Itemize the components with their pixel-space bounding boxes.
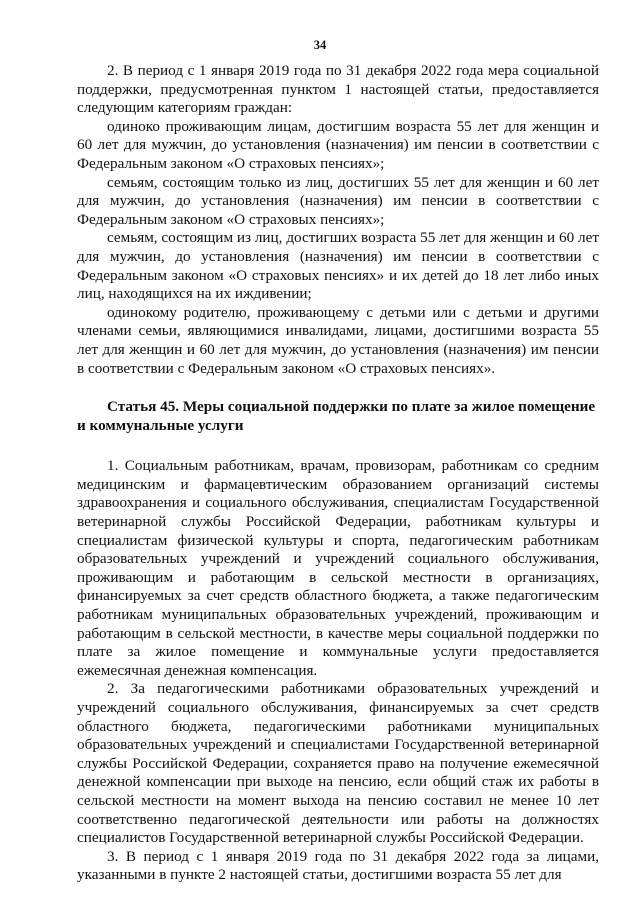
paragraph: 1. Социальным работникам, врачам, провизорам, работникам со средним медицинским и фармацевтическим образованием организаций системы здравоохранения и социального обслуживания, специалистам Государственной ветеринарной службы Российской Федерации, работникам культуры и специалистам физической культуры и спорта, педагогическим работникам образовательных учреждений и учреждений социального обслуживания, проживающим и работающим в сельской местности в организациях, финансируемых за счет средств областного бюджета, а также педагогическим работникам муниципальных образовательных учреждений, проживающим и работающим в сельской местности, в качестве меры социальной поддержки по плате за жилое помещение и коммунальные услуги предоставляется ежемесячная денежная компенсация. [77, 457, 599, 679]
document-body [77, 62, 599, 885]
page-number: 34 [313, 38, 327, 52]
paragraph: семьям, состоящим из лиц, достигших возраста 55 лет для женщин и 60 лет для мужчин, до установления (назначения) им пенсии в соответствии с Федеральным законом «О страховых пенсиях» и их детей до 18 лет либо иных лиц, находящихся на их иждивении; [77, 229, 599, 303]
article-heading: Статья 45. Меры социальной поддержки по плате за жилое помещение и коммунальные услуги [77, 398, 596, 434]
paragraph: одиноко проживающим лицам, достигшим возраста 55 лет для женщин и 60 лет для мужчин, до установления (назначения) им пенсии в соответствии с Федеральным законом «О страховых пенсиях»; [77, 117, 599, 172]
paragraph: 3. В период с 1 января 2019 года по 31 декабря 2022 года за лицами, указанными в пункте 2 настоящей статьи, достигшими возраста 55 лет для [77, 847, 599, 884]
paragraph: семьям, состоящим только из лиц, достигших 55 лет для женщин и 60 лет для мужчин, до установления (назначения) им пенсии в соответствии с Федеральным законом «О страховых пенсиях»; [77, 173, 599, 228]
paragraph: 2. За педагогическими работниками образовательных учреждений и учреждений социального обслуживания, финансируемых за счет средств областного бюджета, педагогическими работниками муниципальных образовательных учреждений и специалистами Государственной ветеринарной службы Российской Федерации, сохраняется право на получение ежемесячной денежной компенсации при выходе на пенсию, если общий стаж их работы в сельской местности на момент выхода на пенсию составил не менее 10 лет соответственно педагогической деятельности или работы на должностях специалистов Государственной ветеринарной службы Российской Федерации. [77, 680, 599, 847]
paragraph: одинокому родителю, проживающему с детьми или с детьми и другими членами семьи, являющимися инвалидами, лицами, достигшими возраста 55 лет для женщин и 60 лет для мужчин, до установления (назначения) им пенсии в соответствии с Федеральным законом «О страховых пенсиях». [77, 303, 599, 377]
paragraph: 2. В период с 1 января 2019 года по 31 декабря 2022 года мера социальной поддержки, предусмотренная пунктом 1 настоящей статьи, предоставляется следующим категориям граждан: [77, 62, 599, 117]
